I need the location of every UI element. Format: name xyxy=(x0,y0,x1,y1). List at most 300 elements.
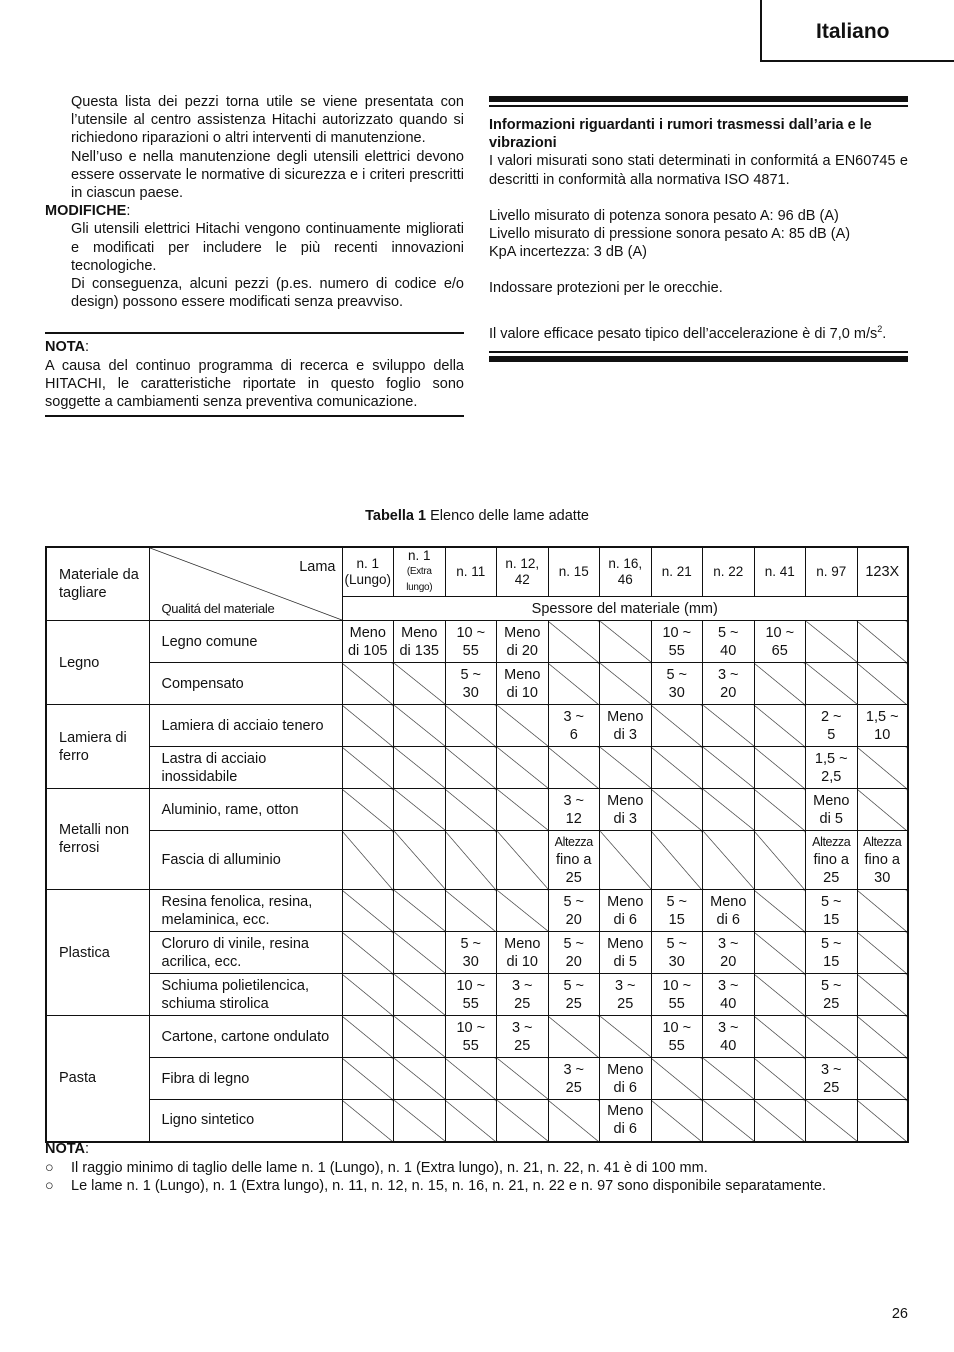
thickness-cell xyxy=(548,831,600,890)
blade-header xyxy=(651,547,703,597)
divider xyxy=(489,351,908,353)
not-applicable-cell xyxy=(651,789,703,831)
not-applicable-cell xyxy=(497,1058,549,1100)
notes-title: NOTA xyxy=(45,1141,86,1157)
thickness-value: 15 xyxy=(823,911,840,928)
thickness-value: 10 ~ xyxy=(662,624,692,641)
blade-sublabel: (Lungo) xyxy=(344,572,392,587)
thickness-cell xyxy=(548,705,600,747)
not-applicable-cell xyxy=(806,621,858,663)
thickness-cell xyxy=(703,890,755,932)
not-applicable-cell xyxy=(651,705,703,747)
not-applicable-cell xyxy=(857,1100,908,1142)
thickness-value: Meno xyxy=(504,935,541,952)
thickness-value: Meno xyxy=(607,893,644,910)
category-cell: Lamiera di ferro xyxy=(46,705,149,789)
vibration-text: Il valore efficace pesato tipico dell’accelerazione è di 7,0 m/s xyxy=(489,325,878,342)
vibration-superscript: 2 xyxy=(877,323,883,334)
thickness-value: 40 xyxy=(720,995,737,1012)
thickness-value: 25 xyxy=(823,1079,840,1096)
blade-header xyxy=(342,547,394,597)
blade-label: 123X xyxy=(865,564,900,580)
not-applicable-cell xyxy=(497,1100,549,1142)
thickness-cell xyxy=(600,705,652,747)
thickness-cell xyxy=(600,789,652,831)
not-applicable-cell xyxy=(857,663,908,705)
thickness-value: di 105 xyxy=(347,642,388,659)
thickness-value: 5 ~ xyxy=(820,977,842,994)
table-caption-number: Tabella 1 xyxy=(365,508,427,524)
thickness-value: Meno xyxy=(504,666,541,683)
blade-header xyxy=(445,547,497,597)
not-applicable-cell xyxy=(342,663,394,705)
thickness-cell xyxy=(600,890,652,932)
thickness-value: di 135 xyxy=(399,642,439,659)
thickness-value: 55 xyxy=(462,1037,479,1054)
note-text: Le lame n. 1 (Lungo), n. 1 (Extra lungo), n. 11, n. 12, n. 15, n. 16, n. 21, n. 22 e n. 97 sono disponibile separatamente. xyxy=(71,1178,827,1194)
thickness-cell xyxy=(548,789,600,831)
thickness-value: 3 ~ xyxy=(563,708,585,725)
modifiche-heading: MODIFICHE: xyxy=(45,203,131,220)
not-applicable-cell xyxy=(703,1100,755,1142)
thickness-cell xyxy=(857,831,908,890)
thickness-value: 3 ~ xyxy=(717,977,739,994)
thickness-cell xyxy=(806,974,858,1016)
thickness-value: 10 ~ xyxy=(662,977,692,994)
not-applicable-cell xyxy=(548,621,600,663)
page-number: 26 xyxy=(891,1306,908,1322)
thickness-value: 5 ~ xyxy=(820,935,842,952)
not-applicable-cell xyxy=(754,789,806,831)
thickness-value: 25 xyxy=(514,995,531,1012)
thick-rule-top xyxy=(489,96,908,102)
thickness-value: 55 xyxy=(668,1037,685,1054)
not-applicable-cell xyxy=(342,831,394,890)
blade-header xyxy=(497,547,549,597)
not-applicable-cell xyxy=(754,974,806,1016)
not-applicable-cell xyxy=(651,747,703,789)
thickness-cell xyxy=(703,1016,755,1058)
table-row xyxy=(46,663,908,705)
material-cell: Ligno sintetico xyxy=(149,1100,342,1142)
thickness-value: 55 xyxy=(462,995,479,1012)
uncertainty: KpA incertezza: 3 dB (A) xyxy=(489,244,647,261)
thickness-cell xyxy=(651,621,703,663)
blade-label: n. 97 xyxy=(816,564,847,579)
thickness-value: 15 xyxy=(823,953,840,970)
thickness-value: 5 ~ xyxy=(717,624,739,641)
not-applicable-cell xyxy=(445,1058,497,1100)
blade-header xyxy=(857,547,908,597)
thickness-value: 20 xyxy=(720,684,737,701)
thickness-cell xyxy=(548,974,600,1016)
not-applicable-cell xyxy=(342,890,394,932)
table-row xyxy=(46,974,908,1016)
nota-heading: NOTA: xyxy=(45,339,90,356)
thickness-value: di 5 xyxy=(819,810,843,827)
not-applicable-cell xyxy=(857,890,908,932)
language-tab xyxy=(760,0,954,62)
thickness-value: 3 ~ xyxy=(820,1061,842,1078)
thickness-value: 5 ~ xyxy=(563,977,585,994)
category-cell: Metalli non ferrosi xyxy=(46,789,149,890)
not-applicable-cell xyxy=(445,705,497,747)
thickness-value: 20 xyxy=(720,953,737,970)
thickness-value: Altezza xyxy=(863,835,902,849)
thickness-value: 25 xyxy=(565,870,582,886)
not-applicable-cell xyxy=(342,789,394,831)
thickness-value: Meno xyxy=(349,624,386,641)
note-item xyxy=(45,1177,915,1196)
thickness-value: 5 ~ xyxy=(820,893,842,910)
blade-label: n. 16, xyxy=(608,556,643,571)
notes xyxy=(45,1140,915,1196)
not-applicable-cell xyxy=(754,1016,806,1058)
not-applicable-cell xyxy=(600,663,652,705)
table-row xyxy=(46,932,908,974)
thickness-value: di 6 xyxy=(716,911,740,928)
sound-power-level: Livello misurato di potenza sonora pesato A: 96 dB (A) xyxy=(489,207,839,224)
thickness-cell xyxy=(806,831,858,890)
thickness-cell xyxy=(806,932,858,974)
thickness-value: 10 ~ xyxy=(456,977,486,994)
table-row xyxy=(46,1058,908,1100)
material-cell: Cartone, cartone ondulato xyxy=(149,1016,342,1058)
not-applicable-cell xyxy=(445,831,497,890)
not-applicable-cell xyxy=(857,789,908,831)
thickness-cell xyxy=(600,1058,652,1100)
thickness-value: 3 ~ xyxy=(717,1019,739,1036)
table-row xyxy=(46,789,908,831)
thickness-value: 1,5 ~ xyxy=(865,708,899,725)
not-applicable-cell xyxy=(600,621,652,663)
table-row xyxy=(46,705,908,747)
quality-label: Qualitá del materiale xyxy=(161,601,275,616)
thickness-cell xyxy=(806,890,858,932)
not-applicable-cell xyxy=(806,1100,858,1142)
thickness-value: 20 xyxy=(565,911,582,928)
blade-label: n. 41 xyxy=(764,564,795,579)
vibration-end: . xyxy=(882,325,887,342)
thickness-value: 3 ~ xyxy=(511,977,533,994)
blade-header xyxy=(548,547,600,597)
thickness-value: Altezza xyxy=(812,835,851,849)
blade-label: n. 22 xyxy=(713,564,744,579)
thickness-cell xyxy=(445,932,497,974)
thickness-cell xyxy=(651,974,703,1016)
not-applicable-cell xyxy=(497,705,549,747)
thickness-value: 5 ~ xyxy=(563,935,585,952)
thickness-cell xyxy=(548,932,600,974)
material-cell: Fibra di legno xyxy=(149,1058,342,1100)
thickness-value: 20 xyxy=(565,953,582,970)
thickness-value: 25 xyxy=(565,995,582,1012)
blade-table xyxy=(45,546,909,1143)
not-applicable-cell xyxy=(342,705,394,747)
thickness-value: Meno xyxy=(607,935,644,952)
blade-label: n. 11 xyxy=(456,564,486,579)
not-applicable-cell xyxy=(445,1100,497,1142)
thickness-value: 3 ~ xyxy=(563,1061,585,1078)
thickness-value: Meno xyxy=(401,624,438,641)
not-applicable-cell xyxy=(754,932,806,974)
thickness-value: Meno xyxy=(504,624,541,641)
note-item xyxy=(45,1159,915,1178)
blade-header xyxy=(600,547,652,597)
thickness-cell xyxy=(497,974,549,1016)
thickness-value: Meno xyxy=(607,1103,644,1120)
thickness-value: fino a xyxy=(556,852,592,868)
blade-header xyxy=(754,547,806,597)
not-applicable-cell xyxy=(394,663,446,705)
thickness-value: 2 ~ xyxy=(820,708,842,725)
not-applicable-cell xyxy=(703,789,755,831)
thickness-cell xyxy=(754,621,806,663)
thickness-cell xyxy=(703,932,755,974)
not-applicable-cell xyxy=(394,932,446,974)
thickness-value: di 10 xyxy=(506,953,538,970)
thickness-cell xyxy=(857,705,908,747)
thickness-cell xyxy=(600,974,652,1016)
thickness-value: di 3 xyxy=(613,810,637,827)
thickness-value: 55 xyxy=(462,642,479,659)
not-applicable-cell xyxy=(497,789,549,831)
thickness-cell xyxy=(703,974,755,1016)
thickness-value: 1,5 ~ xyxy=(814,750,848,767)
thickness-value: 10 ~ xyxy=(456,624,486,641)
thickness-value: 25 xyxy=(823,995,840,1012)
note-text: Il raggio minimo di taglio delle lame n. 1 (Lungo), n. 1 (Extra lungo), n. 21, n. 22, n. 41 è di 100 mm. xyxy=(71,1159,708,1176)
blade-label: n. 15 xyxy=(558,564,589,579)
not-applicable-cell xyxy=(342,932,394,974)
thickness-value: 15 xyxy=(668,911,685,928)
material-cell: Fascia di alluminio xyxy=(149,831,342,890)
thickness-value: di 3 xyxy=(613,726,637,743)
not-applicable-cell xyxy=(651,1100,703,1142)
thickness-cell xyxy=(806,1058,858,1100)
thickness-value: 10 ~ xyxy=(456,1019,486,1036)
not-applicable-cell xyxy=(754,1058,806,1100)
not-applicable-cell xyxy=(394,1016,446,1058)
not-applicable-cell xyxy=(342,1100,394,1142)
not-applicable-cell xyxy=(445,890,497,932)
thickness-cell xyxy=(651,1016,703,1058)
bullet-circle-icon: ○ xyxy=(45,1178,54,1194)
not-applicable-cell xyxy=(651,1058,703,1100)
not-applicable-cell xyxy=(703,705,755,747)
not-applicable-cell xyxy=(394,789,446,831)
thickness-value: Meno xyxy=(607,792,644,809)
thickness-value: Altezza xyxy=(554,835,593,849)
thickness-value: 25 xyxy=(823,870,840,886)
right-column xyxy=(489,96,908,362)
thickness-value: 3 ~ xyxy=(511,1019,533,1036)
table-row xyxy=(46,1100,908,1142)
thickness-value: Meno xyxy=(607,708,644,725)
not-applicable-cell xyxy=(651,831,703,890)
not-applicable-cell xyxy=(394,1058,446,1100)
not-applicable-cell xyxy=(394,1100,446,1142)
thickness-value: 30 xyxy=(668,684,685,701)
language-label: Italiano xyxy=(816,20,890,43)
divider xyxy=(489,105,908,107)
not-applicable-cell xyxy=(548,663,600,705)
not-applicable-cell xyxy=(548,747,600,789)
not-applicable-cell xyxy=(703,831,755,890)
thickness-cell xyxy=(806,747,858,789)
thickness-value: 3 ~ xyxy=(717,935,739,952)
thickness-cell xyxy=(497,1016,549,1058)
thick-rule-bottom xyxy=(489,356,908,362)
thickness-cell xyxy=(651,663,703,705)
thickness-cell xyxy=(806,789,858,831)
bullet-circle-icon: ○ xyxy=(45,1159,54,1176)
thickness-value: 30 xyxy=(874,870,891,886)
thickness-cell xyxy=(548,890,600,932)
thickness-cell xyxy=(651,890,703,932)
thickness-cell xyxy=(445,621,497,663)
blade-label: n. 1 xyxy=(356,556,380,571)
lama-corner-cell xyxy=(149,547,342,621)
thickness-value: 2,5 xyxy=(821,768,842,785)
thickness-value: 30 xyxy=(668,953,685,970)
material-cell: Lastra di acciaio inossidabile xyxy=(149,747,342,789)
not-applicable-cell xyxy=(754,1100,806,1142)
thickness-value: di 5 xyxy=(613,953,637,970)
not-applicable-cell xyxy=(857,621,908,663)
thickness-value: 5 ~ xyxy=(666,893,688,910)
thickness-value: 10 xyxy=(874,726,891,743)
not-applicable-cell xyxy=(857,932,908,974)
table-row xyxy=(46,1016,908,1058)
material-cell: Cloruro di vinile, resina acrilica, ecc. xyxy=(149,932,342,974)
not-applicable-cell xyxy=(342,1058,394,1100)
blade-sublabel: 46 xyxy=(617,572,633,587)
blade-sublabel: (Extra lungo) xyxy=(406,566,433,593)
thickness-value: 30 xyxy=(462,684,479,701)
category-cell: Pasta xyxy=(46,1016,149,1142)
ear-protection-notice: Indossare protezioni per le orecchie. xyxy=(489,280,723,297)
not-applicable-cell xyxy=(754,663,806,705)
thickness-value: 55 xyxy=(668,642,685,659)
table-row xyxy=(46,621,908,663)
not-applicable-cell xyxy=(806,1016,858,1058)
not-applicable-cell xyxy=(754,890,806,932)
thickness-value: 5 ~ xyxy=(460,935,482,952)
thickness-cell xyxy=(394,621,446,663)
intro-paragraph-2: Nell’uso e nella manutenzione degli utensili elettrici devono essere osservate le normative di sicurezza e i criteri prescritti in ciascun paese. xyxy=(71,148,464,202)
table-row xyxy=(46,890,908,932)
not-applicable-cell xyxy=(445,789,497,831)
thickness-value: Meno xyxy=(813,792,850,809)
divider xyxy=(45,415,464,417)
thickness-cell xyxy=(806,705,858,747)
vibration-paragraph xyxy=(489,320,908,343)
thickness-value: 5 ~ xyxy=(666,935,688,952)
blade-sublabel: 42 xyxy=(514,572,530,587)
not-applicable-cell xyxy=(394,890,446,932)
thickness-cell xyxy=(497,621,549,663)
thickness-value: 25 xyxy=(617,995,634,1012)
thickness-value: 25 xyxy=(565,1079,582,1096)
thickness-value: 5 xyxy=(827,726,836,743)
notes-heading: NOTA: xyxy=(45,1141,90,1157)
not-applicable-cell xyxy=(703,747,755,789)
thickness-value: 65 xyxy=(771,642,788,659)
thickness-value: Meno xyxy=(607,1061,644,1078)
thickness-value: 5 ~ xyxy=(666,666,688,683)
thickness-value: 25 xyxy=(514,1037,531,1054)
thickness-value: fino a xyxy=(864,852,900,868)
thickness-cell xyxy=(497,663,549,705)
material-cell: Schiuma polietilencica, schiuma stirolica xyxy=(149,974,342,1016)
thickness-value: 40 xyxy=(720,642,737,659)
not-applicable-cell xyxy=(497,831,549,890)
lama-label: Lama xyxy=(299,559,336,575)
thickness-value: 3 ~ xyxy=(563,792,585,809)
blade-header xyxy=(806,547,858,597)
table-caption-text: Elenco delle lame adatte xyxy=(426,508,589,524)
modifiche-paragraph-1: Gli utensili elettrici Hitachi vengono continuamente migliorati e modificati per includere le più recenti innovazioni tecnologiche. xyxy=(71,221,464,274)
thickness-value: 12 xyxy=(565,810,582,827)
blade-header xyxy=(394,547,446,597)
thickness-cell xyxy=(445,663,497,705)
thickness-value: di 6 xyxy=(613,1079,637,1096)
thickness-value: 6 xyxy=(569,726,578,743)
not-applicable-cell xyxy=(754,705,806,747)
left-column xyxy=(45,93,464,417)
not-applicable-cell xyxy=(548,1100,600,1142)
sound-pressure-level: Livello misurato di pressione sonora pesato A: 85 dB (A) xyxy=(489,226,851,243)
not-applicable-cell xyxy=(342,1016,394,1058)
material-cell: Compensato xyxy=(149,663,342,705)
modifiche-title: MODIFICHE xyxy=(45,203,127,220)
not-applicable-cell xyxy=(857,974,908,1016)
material-cell: Aluminio, rame, otton xyxy=(149,789,342,831)
not-applicable-cell xyxy=(703,1058,755,1100)
nota-paragraph: A causa del continuo programma di recerca e sviluppo della HITACHI, le caratteristiche riportate in questo foglio sono soggette a cambiamenti senza preventiva comunicazione. xyxy=(45,357,464,411)
thickness-value: 40 xyxy=(720,1037,737,1054)
thickness-value: 10 ~ xyxy=(662,1019,692,1036)
thickness-value: Meno xyxy=(710,893,747,910)
material-cell: Resina fenolica, resina, melaminica, ecc. xyxy=(149,890,342,932)
thickness-value: 5 ~ xyxy=(460,666,482,683)
not-applicable-cell xyxy=(857,747,908,789)
thickness-cell xyxy=(651,932,703,974)
material-cell: Legno comune xyxy=(149,621,342,663)
thickness-cell xyxy=(600,932,652,974)
header-row xyxy=(46,547,908,597)
not-applicable-cell xyxy=(497,890,549,932)
thickness-value: 3 ~ xyxy=(717,666,739,683)
thickness-cell xyxy=(497,932,549,974)
not-applicable-cell xyxy=(394,705,446,747)
thickness-value: di 20 xyxy=(506,642,538,659)
not-applicable-cell xyxy=(394,831,446,890)
table-row xyxy=(46,747,908,789)
not-applicable-cell xyxy=(600,831,652,890)
not-applicable-cell xyxy=(342,974,394,1016)
not-applicable-cell xyxy=(600,1016,652,1058)
thickness-value: di 6 xyxy=(613,1121,637,1138)
thickness-value: fino a xyxy=(813,852,849,868)
thickness-cell xyxy=(342,621,394,663)
thickness-value: di 10 xyxy=(506,684,538,701)
nota-title: NOTA xyxy=(45,339,86,356)
not-applicable-cell xyxy=(394,747,446,789)
noise-paragraph-1: I valori misurati sono stati determinati in conformitá a EN60745 e descritti in conformità alla normativa ISO 4871. xyxy=(489,153,908,188)
thickness-cell xyxy=(600,1100,652,1142)
